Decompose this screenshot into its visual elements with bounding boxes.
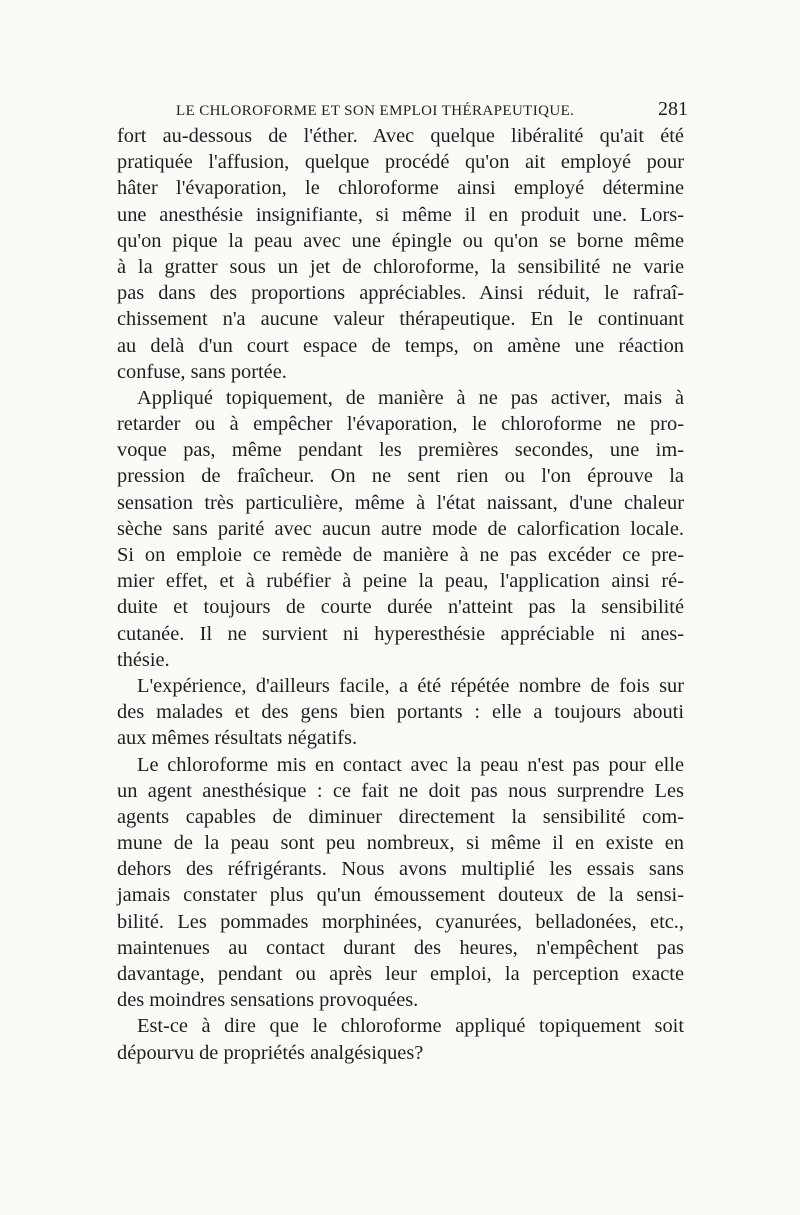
text-line: un agent anesthésique : ce fait ne doit pas nous surprendre Les — [117, 779, 684, 802]
text-line: retarder ou à empêcher l'évaporation, le chloroforme ne pro- — [117, 413, 684, 436]
text-line: à la gratter sous un jet de chloroforme, la sensibilité ne varie — [117, 255, 684, 278]
text-line: duite et toujours de courte durée n'atteint pas la sensibilité — [117, 596, 684, 619]
text-line: Si on emploie ce remède de manière à ne pas excéder ce pre- — [117, 544, 684, 566]
text-line: sèche sans parité avec aucun autre mode de calorfication locale. — [117, 517, 684, 540]
text-line: agents capables de diminuer directement la sensibilité com- — [117, 805, 684, 828]
text-line: dépourvu de propriétés analgésiques? — [117, 1041, 424, 1064]
text-line: pratiquée l'affusion, quelque procédé qu'on ait employé pour — [117, 151, 684, 174]
text-line: hâter l'évaporation, le chloroforme ainsi employé détermine — [117, 177, 684, 200]
text-line: des moindres sensations provoquées. — [117, 989, 419, 1012]
text-line: voque pas, même pendant les premières secondes, une im- — [117, 439, 684, 462]
running-title: LE CHLOROFORME ET SON EMPLOI THÉRAPEUTIQUE. — [176, 103, 575, 119]
text-line: bilité. Les pommades morphinées, cyanurées, belladonées, etc., — [117, 910, 684, 933]
body-text — [117, 123, 684, 1066]
text-line: sensation très particulière, même à l'état naissant, d'une chaleur — [117, 491, 684, 514]
text-line: aux mêmes résultats négatifs. — [117, 727, 358, 750]
text-line: cutanée. Il ne survient ni hyperesthésie appréciable ni anes- — [117, 622, 684, 645]
page-number: 281 — [658, 98, 688, 120]
text-line: mune de la peau sont peu nombreux, si même il en existe en — [117, 832, 684, 855]
text-line: pression de fraîcheur. On ne sent rien ou l'on éprouve la — [117, 465, 684, 488]
text-line: mier effet, et à rubéfier à peine la peau, l'application ainsi ré- — [117, 570, 684, 593]
text-line: confuse, sans portée. — [117, 360, 287, 383]
text-line: Est-ce à dire que le chloroforme appliqué topiquement soit — [137, 1015, 684, 1038]
text-line: pas dans des proportions appréciables. Ainsi réduit, le rafraî- — [117, 282, 684, 305]
text-line: Le chloroforme mis en contact avec la peau n'est pas pour elle — [137, 753, 684, 776]
running-head — [118, 98, 688, 123]
text-line: fort au-dessous de l'éther. Avec quelque libéralité qu'ait été — [117, 125, 684, 147]
text-line: maintenues au contact durant des heures, n'empêchent pas — [117, 936, 684, 959]
text-line: au delà d'un court espace de temps, on amène une réaction — [117, 334, 684, 357]
text-line: thésie. — [117, 648, 170, 671]
text-line: dehors des réfrigérants. Nous avons multiplié les essais sans — [117, 858, 684, 881]
text-line: une anesthésie insignifiante, si même il en produit une. Lors- — [117, 203, 684, 226]
text-line: jamais constater plus qu'un émoussement douteux de la sensi- — [117, 884, 684, 907]
text-line: chissement n'a aucune valeur thérapeutique. En le continuant — [117, 308, 684, 331]
text-line: des malades et des gens bien portants : elle a toujours abouti — [117, 701, 684, 724]
text-line: L'expérience, d'ailleurs facile, a été répétée nombre de fois sur — [137, 674, 684, 697]
text-line: qu'on pique la peau avec une épingle ou qu'on se borne même — [117, 229, 684, 252]
text-line: Appliqué topiquement, de manière à ne pas activer, mais à — [137, 386, 684, 409]
text-line: davantage, pendant ou après leur emploi, la perception exacte — [117, 963, 684, 985]
